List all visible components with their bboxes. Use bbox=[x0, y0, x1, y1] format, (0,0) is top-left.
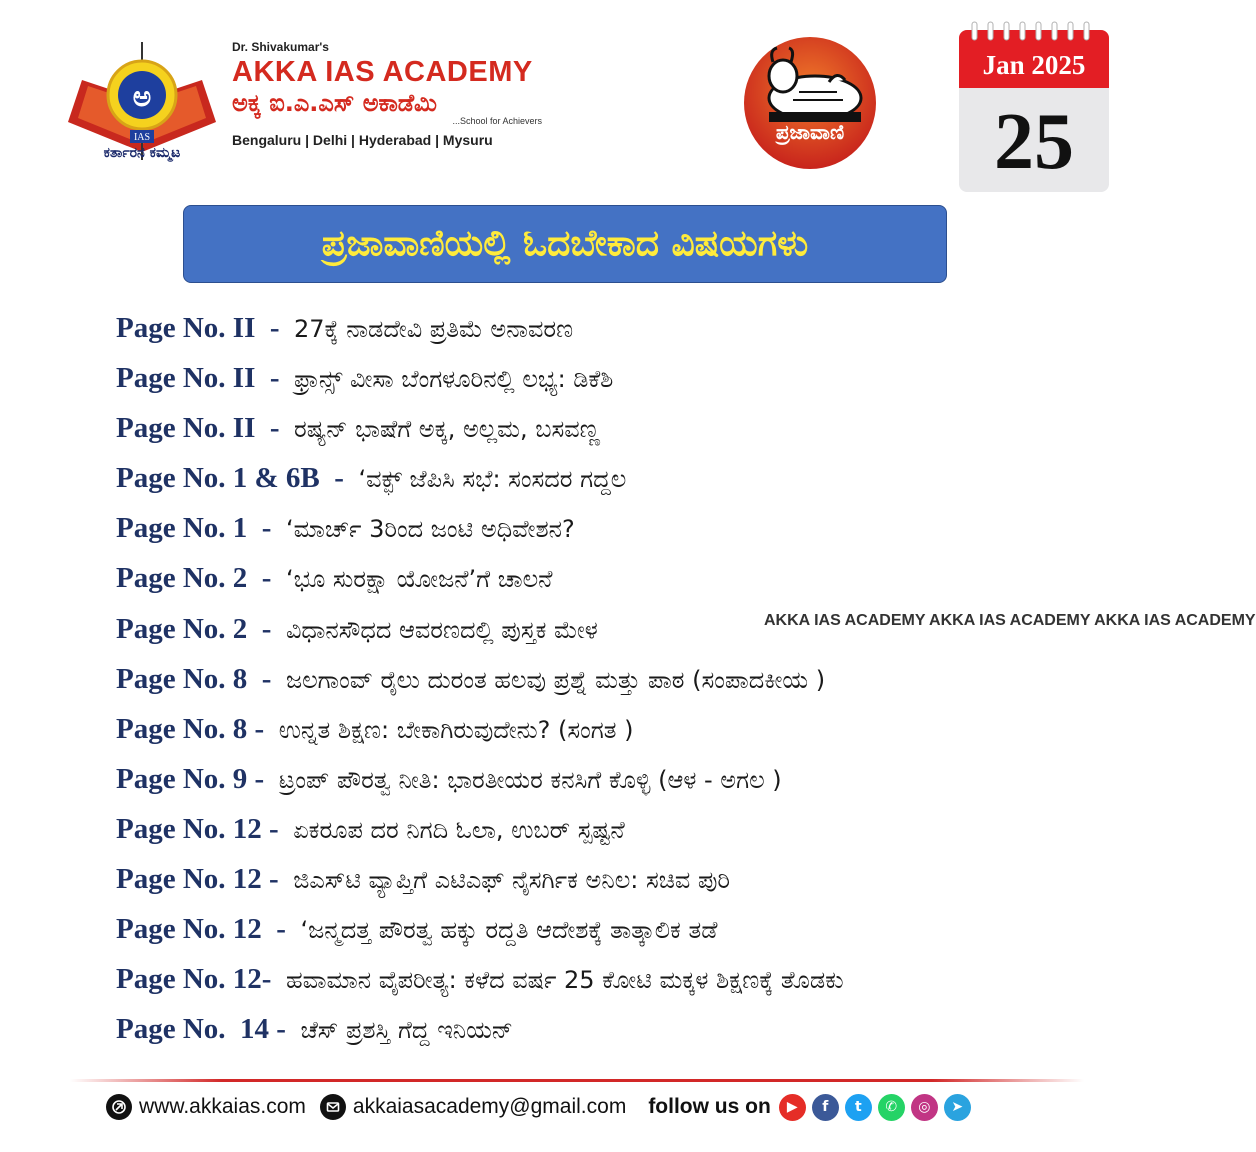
date-calendar bbox=[959, 30, 1109, 192]
whatsapp-icon[interactable]: ✆ bbox=[878, 1094, 905, 1121]
list-item bbox=[116, 754, 1126, 804]
globe-icon bbox=[106, 1094, 132, 1120]
topic-title: ‘ವಕ್ಫ್ ಜೆಪಿಸಿ ಸಭೆ: ಸಂಸದರ ಗದ್ದಲ bbox=[358, 465, 627, 494]
topic-title: ವಿಧಾನಸೌಧದ ಆವರಣದಲ್ಲಿ ಪುಸ್ತಕ ಮೇಳ bbox=[285, 615, 598, 644]
brand-cities: Bengaluru | Delhi | Hyderabad | Mysuru bbox=[232, 132, 493, 148]
follow-label: follow us on bbox=[648, 1095, 771, 1118]
email-icon bbox=[320, 1094, 346, 1120]
page-number: Page No. 8 - bbox=[116, 712, 279, 745]
list-item bbox=[116, 954, 1126, 1004]
list-item bbox=[116, 353, 1126, 403]
topic-title: ‘ಮಾರ್ಚ್ 3ರಿಂದ ಜಂಟಿ ಅಧಿವೇಶನ? bbox=[285, 515, 575, 544]
page-number: Page No. 1 & 6B - bbox=[116, 462, 359, 495]
list-item bbox=[116, 854, 1126, 904]
facebook-icon[interactable]: f bbox=[812, 1094, 839, 1121]
emblem-badge: IAS bbox=[133, 132, 151, 143]
topic-title: 27ಕ್ಕೆ ನಾಡದೇವಿ ಪ್ರತಿಮೆ ಅನಾವರಣ bbox=[294, 315, 574, 343]
brand-founder: Dr. Shivakumar's bbox=[232, 40, 329, 54]
topic-title: ‘ಜನ್ಮದತ್ತ ಪೌರತ್ವ ಹಕ್ಕು ರದ್ದತಿ ಆದೇಶಕ್ಕೆ ತಾತ್ಕಾಲಿಕ ತಡೆ bbox=[300, 916, 718, 945]
page-number: Page No. 12 - bbox=[116, 863, 294, 896]
newspaper-name: ಪ್ರಜಾವಾಣಿ bbox=[775, 120, 845, 144]
youtube-icon[interactable]: ▶ bbox=[779, 1094, 806, 1121]
topic-title: ಉನ್ನತ ಶಿಕ್ಷಣ: ಬೇಕಾಗಿರುವುದೇನು? (ಸಂಗತ ) bbox=[278, 715, 634, 744]
page-number: Page No. 12 - bbox=[116, 913, 301, 946]
calendar-day: 25 bbox=[994, 98, 1074, 186]
list-item bbox=[116, 904, 1126, 954]
footer-divider bbox=[70, 1079, 1084, 1082]
topic-title: ಹವಾಮಾನ ವೈಪರೀತ್ಯ: ಕಳೆದ ವರ್ಷ 25 ಕೋಟಿ ಮಕ್ಕಳ ಶಿಕ್ಷಣಕ್ಕೆ ತೊಡಕು bbox=[285, 966, 844, 995]
list-item bbox=[116, 804, 1126, 854]
instagram-icon[interactable]: ◎ bbox=[911, 1094, 938, 1121]
page-number: Page No. 12 - bbox=[116, 812, 294, 845]
list-item bbox=[116, 654, 1126, 704]
topic-title: ಏಕರೂಪ ದರ ನಿಗದಿ ಓಲಾ, ಉಬರ್ ಸ್ಪಷ್ಟನೆ bbox=[293, 815, 625, 844]
topic-title: ‘ಭೂ ಸುರಕ್ಷಾ ಯೋಜನೆ’ಗೆ ಚಾಲನೆ bbox=[285, 565, 553, 594]
page-number: Page No. 8 - bbox=[116, 662, 286, 695]
topic-title: ಜಲಗಾಂವ್ ರೈಲು ದುರಂತ ಹಲವು ಪ್ರಶ್ನೆ ಮತ್ತು ಪಾಠ (ಸಂಪಾದಕೀಯ ) bbox=[285, 665, 826, 694]
list-item bbox=[116, 303, 1126, 353]
page-number: Page No. II - bbox=[116, 412, 295, 445]
calendar-month: Jan 2025 bbox=[982, 50, 1086, 80]
telegram-icon[interactable]: ➤ bbox=[944, 1094, 971, 1121]
calendar-rings-icon bbox=[959, 20, 1109, 42]
page-title-banner: ಪ್ರಜಾವಾಣಿಯಲ್ಲಿ ಓದಬೇಕಾದ ವಿಷಯಗಳು bbox=[183, 205, 947, 283]
list-item bbox=[116, 704, 1126, 754]
page-number: Page No. II - bbox=[116, 312, 295, 344]
page-number: Page No. II - bbox=[116, 362, 295, 395]
social-links bbox=[779, 1094, 977, 1121]
page-number: Page No. 2 - bbox=[116, 612, 286, 645]
topic-list bbox=[116, 303, 1126, 1054]
list-item bbox=[116, 1004, 1126, 1054]
topic-title: ಜಿಎಸ್‌ಟಿ ವ್ಯಾಪ್ತಿಗೆ ಎಟಿಎಫ್ ನೈಸರ್ಗಿಕ ಅನಿಲ: ಸಚಿವ ಪುರಿ bbox=[293, 866, 731, 895]
list-item bbox=[116, 453, 1126, 503]
watermark-text: AKKA IAS ACADEMY AKKA IAS ACADEMY AKKA IAS ACADEMY bbox=[764, 612, 1256, 629]
brand-name: AKKA IAS ACADEMY bbox=[232, 56, 533, 88]
twitter-icon[interactable]: t bbox=[845, 1094, 872, 1121]
nandi-bull-icon bbox=[733, 36, 887, 170]
footer bbox=[106, 1090, 977, 1124]
brand-tagline: ...School for Achievers bbox=[452, 116, 542, 126]
svg-text:ಅ: ಅ bbox=[132, 80, 152, 113]
page-number: Page No. 1 - bbox=[116, 512, 286, 545]
page-number: Page No. 2 - bbox=[116, 562, 286, 595]
page-number: Page No. 9 - bbox=[116, 762, 279, 795]
page-number: Page No. 12- bbox=[116, 963, 286, 996]
topic-title: ಟ್ರಂಪ್ ಪೌರತ್ವ ನೀತಿ: ಭಾರತೀಯರ ಕನಸಿಗೆ ಕೊಳ್ಳಿ (ಆಳ - ಅಗಲ ) bbox=[278, 765, 782, 794]
topic-title: ರಷ್ಯನ್ ಭಾಷೆಗೆ ಅಕ್ಕ, ಅಲ್ಲಮ, ಬಸವಣ್ಣ bbox=[294, 415, 601, 444]
topic-title: ಫ್ರಾನ್ಸ್ ವೀಸಾ ಬೆಂಗಳೂರಿನಲ್ಲಿ ಲಭ್ಯ: ಡಿಕೆಶಿ bbox=[294, 365, 614, 394]
website-link[interactable]: www.akkaias.com bbox=[139, 1095, 306, 1118]
emblem-caption: ಕರ್ತಾರನ ಕಮ್ಮಟ bbox=[103, 145, 181, 161]
brand-name-kannada: ಅಕ್ಕ ಐ.ಎ.ಎಸ್ ಅಕಾಡೆಮಿ bbox=[232, 89, 437, 117]
email-link[interactable]: akkaiasacademy@gmail.com bbox=[352, 1095, 627, 1118]
list-item bbox=[116, 503, 1126, 553]
page-number: Page No. 14 - bbox=[116, 1013, 301, 1046]
list-item bbox=[116, 403, 1126, 453]
topic-title: ಚೆಸ್ ಪ್ರಶಸ್ತಿ ಗೆದ್ದ ಇನಿಯನ್ bbox=[300, 1016, 513, 1045]
academy-brand bbox=[232, 40, 562, 148]
list-item bbox=[116, 553, 1126, 603]
